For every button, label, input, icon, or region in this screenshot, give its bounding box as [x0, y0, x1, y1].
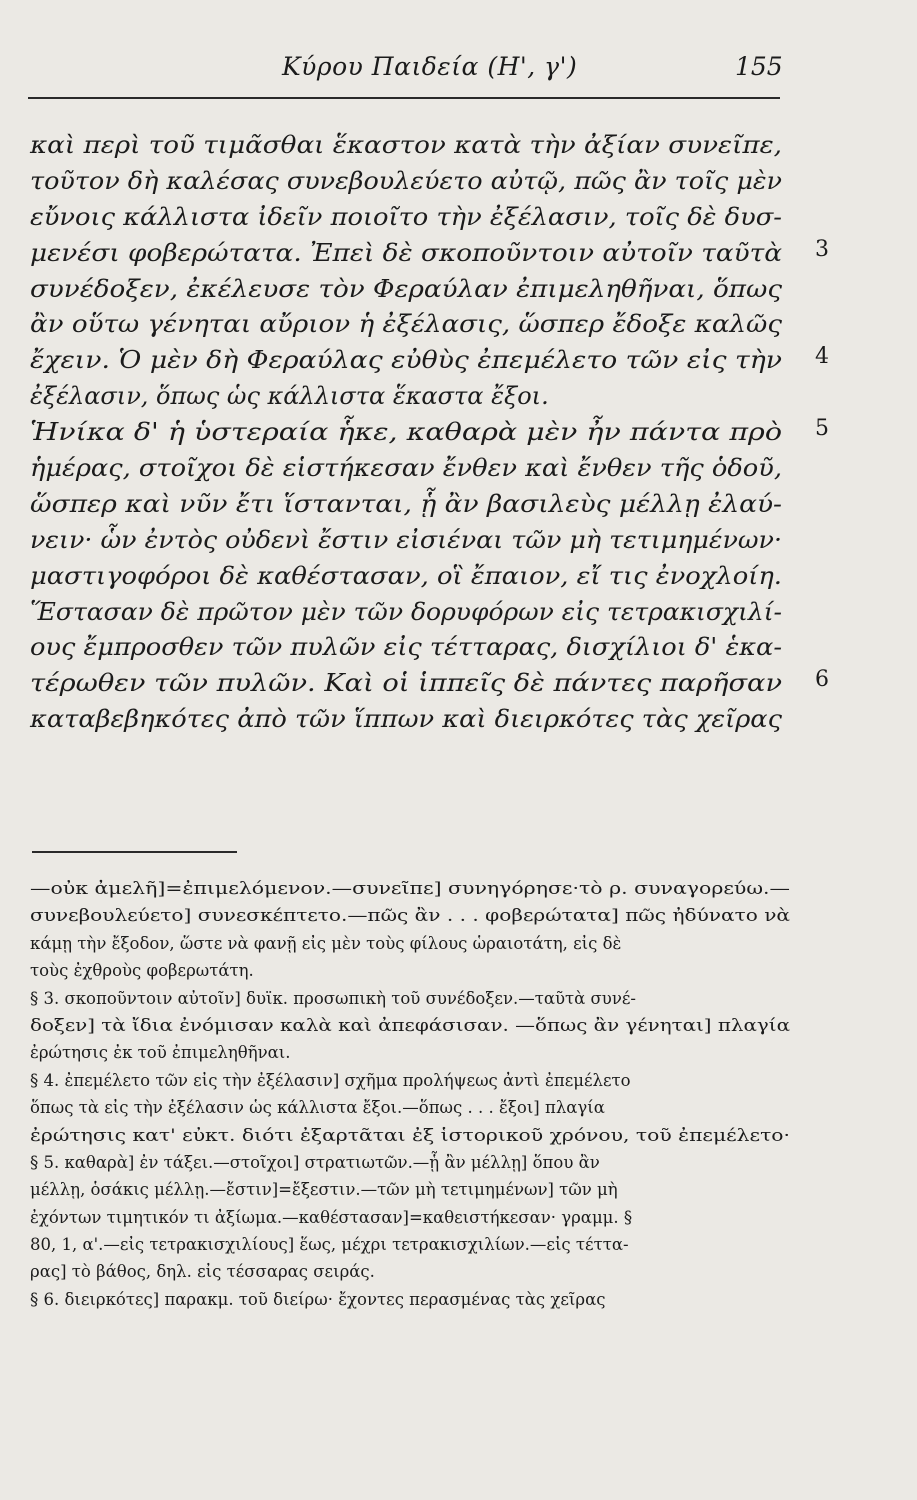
footnotes: [30, 875, 800, 1313]
footnote-line: [30, 1149, 800, 1176]
footnote-line: [30, 985, 800, 1012]
text-line: [30, 523, 790, 559]
section-number: 3: [815, 236, 829, 262]
text-line: [30, 595, 790, 631]
footnote-line: [30, 1122, 800, 1149]
footnote-line: [30, 930, 800, 957]
line-text: νειν· ὧν ἐντὸς οὐδενὶ ἔστιν εἰσιέναι τῶν μὴ τετιμημένων·: [30, 525, 782, 554]
line-text: συνέδοξεν, ἐκέλευσε τὸν Φεραύλαν ἐπιμεληθῆναι, ὅπως: [30, 274, 783, 303]
text-line: [30, 630, 790, 666]
text-line: [30, 666, 829, 702]
line-text: ους ἔμπροσθεν τῶν πυλῶν εἰς τέτταρας, δισχίλιοι δ' ἑκα-: [30, 633, 783, 662]
text-line: [30, 272, 790, 308]
line-text: ἂν οὕτω γένηται αὔριον ἡ ἐξέλασις, ὥσπερ ἔδοξε καλῶς: [30, 310, 782, 339]
footnote-line: [30, 1231, 800, 1258]
footnote-text: ἐρώτησις κατ' εὐκτ. διότι ἐξαρτᾶται ἐξ ἱστορικοῦ χρόνου, τοῦ ἐπεμέλετο·: [30, 1125, 790, 1145]
section-number: 6: [815, 667, 829, 693]
footnote-text: § 6. διειρκότες] παρακμ. τοῦ διείρω· ἔχοντες περασμένας τὰς χεῖρας: [30, 1289, 606, 1309]
footnote-text: ἐρώτησις ἐκ τοῦ ἐπιμεληθῆναι.: [30, 1043, 291, 1063]
main-text: [30, 128, 829, 738]
line-text: Ἡνίκα δ' ἡ ὑστεραία ἧκε, καθαρὰ μὲν ἦν πάντα πρὸ: [30, 418, 782, 447]
text-line: [30, 343, 829, 379]
text-line: [30, 451, 790, 487]
running-title: Κύρου Παιδεία (Η', γ'): [282, 52, 578, 81]
footnote-line: [30, 957, 800, 984]
footnote-line: [30, 902, 800, 929]
footnote-text: —οὐκ ἀμελῆ]=ἐπιμελόμενον.—συνεῖπε] συνηγόρησε·τὸ ρ. συναγορεύω.—: [30, 879, 790, 898]
footnote-text: § 4. ἐπεμέλετο τῶν εἰς τὴν ἐξέλασιν] σχῆμα προλήψεως ἀντὶ ἐπεμέλετο: [30, 1070, 631, 1090]
line-text: καταβεβηκότες ἀπὸ τῶν ἵππων καὶ διειρκότες τὰς χεῖρας: [30, 705, 782, 734]
line-text: ἡμέρας, στοῖχοι δὲ εἱστήκεσαν ἔνθεν καὶ ἔνθεν τῆς ὁδοῦ,: [30, 454, 783, 483]
footnote-text: μέλλῃ, ὁσάκις μέλλῃ.—ἔστιν]=ἔξεστιν.—τῶν μὴ τετιμημένων] τῶν μὴ: [30, 1180, 618, 1200]
line-text: Ἕστασαν δὲ πρῶτον μὲν τῶν δορυφόρων εἰς τετρακισχιλί-: [30, 597, 782, 626]
line-text: ἔχειν. Ὁ μὲν δὴ Φεραύλας εὐθὺς ἐπεμέλετο τῶν εἰς τὴν: [30, 346, 782, 375]
footnote-text: § 5. καθαρὰ] ἐν τάξει.—στοῖχοι] στρατιωτῶν.—ᾗ ἂν μέλλῃ] ὅπου ἂν: [30, 1152, 600, 1172]
text-line: [30, 559, 790, 595]
header-rule: [28, 97, 780, 99]
footnote-rule: [32, 851, 237, 853]
footnote-text: § 3. σκοποῦντοιν αὐτοῖν] δυϊκ. προσωπικὴ τοῦ συνέδοξεν.—ταῦτὰ συνέ-: [30, 988, 636, 1008]
footnote-text: δοξεν] τὰ ἴδια ἐνόμισαν καλὰ καὶ ἀπεφάσισαν. —ὅπως ἂν γένηται] πλαγία: [30, 1015, 790, 1035]
text-line: [30, 236, 829, 272]
text-line: [30, 487, 790, 523]
line-text: ἐξέλασιν, ὅπως ὡς κάλλιστα ἕκαστα ἔξοι.: [30, 382, 549, 411]
footnote-line: [30, 875, 800, 902]
footnote-line: [30, 1012, 800, 1039]
section-number: 5: [815, 416, 829, 442]
text-line: [30, 307, 790, 343]
line-text: τέρωθεν τῶν πυλῶν. Καὶ οἱ ἱππεῖς δὲ πάντες παρῆσαν: [30, 669, 782, 698]
footnote-text: κάμῃ τὴν ἔξοδον, ὥστε νὰ φανῇ εἰς μὲν τοὺς φίλους ὡραιοτάτη, εἰς δὲ: [30, 933, 622, 953]
footnote-line: [30, 1258, 800, 1285]
footnote-text: συνεβουλεύετο] συνεσκέπτετο.—πῶς ἂν . . . φοβερώτατα] πῶς ἠδύνατο νὰ: [30, 906, 790, 926]
footnote-text: ρας] τὸ βάθος, δηλ. εἰς τέσσαρας σειράς.: [30, 1262, 375, 1282]
text-line: [30, 415, 829, 451]
line-text: ὥσπερ καὶ νῦν ἔτι ἵστανται, ᾗ ἂν βασιλεὺς μέλλῃ ἐλαύ-: [30, 489, 782, 518]
text-line: [30, 702, 790, 738]
section-number: 4: [815, 344, 829, 370]
footnote-line: [30, 1039, 800, 1066]
footnote-text: ἐχόντων τιμητικόν τι ἀξίωμα.—καθέστασαν]=καθειστήκεσαν· γραμμ. §: [30, 1207, 633, 1227]
footnote-line: [30, 1094, 800, 1121]
page-number: 155: [735, 52, 783, 81]
footnote-text: ὅπως τὰ εἰς τὴν ἐξέλασιν ὡς κάλλιστα ἔξοι.—ὅπως . . . ἔξοι] πλαγία: [30, 1098, 605, 1118]
text-line: [30, 128, 790, 164]
line-text: τοῦτον δὴ καλέσας συνεβουλεύετο αὐτῷ, πῶς ἂν τοῖς μὲν: [30, 166, 782, 195]
footnote-line: [30, 1204, 800, 1231]
footnote-text: τοὺς ἐχθροὺς φοβερωτάτη.: [30, 961, 254, 981]
line-text: εὔνοις κάλλιστα ἰδεῖν ποιοῖτο τὴν ἐξέλασιν, τοῖς δὲ δυσ-: [30, 202, 782, 231]
text-line: [30, 379, 790, 415]
footnote-line: [30, 1176, 800, 1203]
text-line: [30, 200, 790, 236]
footnote-text: 80, 1, α'.—εἰς τετρακισχιλίους] ἕως, μέχρι τετρακισχιλίων.—εἰς τέττα-: [30, 1235, 629, 1255]
footnote-line: [30, 1286, 800, 1313]
line-text: καὶ περὶ τοῦ τιμᾶσθαι ἕκαστον κατὰ τὴν ἀξίαν συνεῖπε,: [30, 131, 782, 159]
footnote-line: [30, 1067, 800, 1094]
page-header: [0, 52, 917, 92]
line-text: μαστιγοφόροι δὲ καθέστασαν, οἳ ἔπαιον, εἴ τις ἐνοχλοίη.: [30, 561, 782, 590]
text-line: [30, 164, 790, 200]
line-text: μενέσι φοβερώτατα. Ἐπεὶ δὲ σκοποῦντοιν αὐτοῖν ταῦτὰ: [30, 238, 782, 267]
